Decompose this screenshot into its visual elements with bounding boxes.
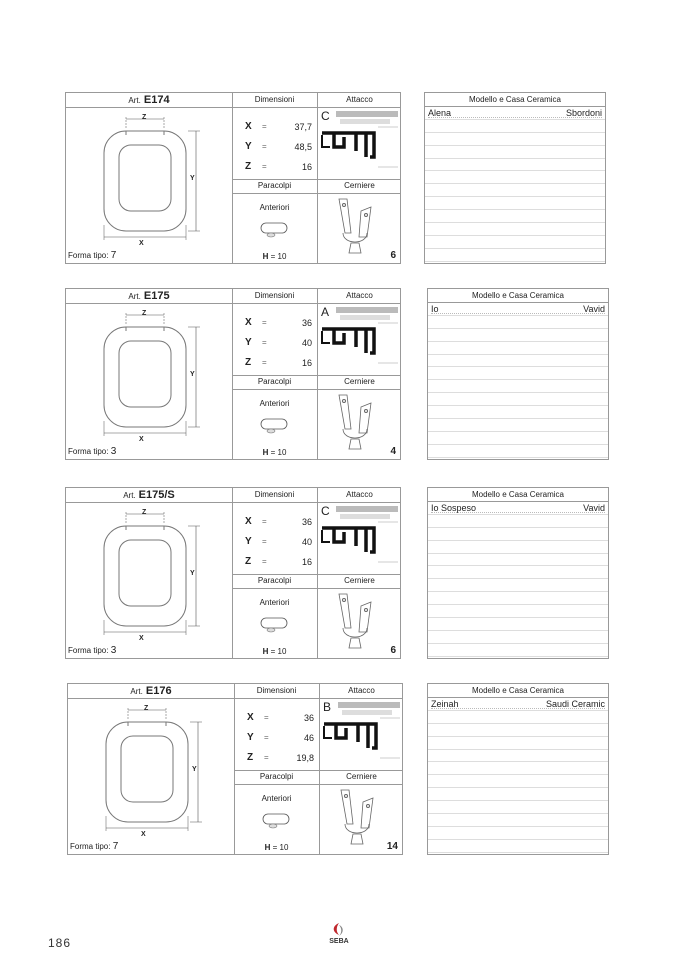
model-row-empty: [428, 445, 608, 458]
dim-x-label: X: [139, 635, 144, 642]
paracolpi-header: Paracolpi: [257, 377, 292, 386]
model-row: [428, 698, 608, 711]
dim-z-label: Z: [142, 509, 147, 516]
model-row-empty: [428, 432, 608, 445]
product-card: [65, 92, 401, 264]
article-code: Art. E175/S: [123, 489, 175, 501]
model-row-empty: [428, 579, 608, 592]
model-name: Io: [431, 304, 439, 314]
cerniere-number: 4: [390, 446, 396, 457]
dim-y-label: Y: [190, 371, 195, 378]
model-row-empty: [425, 120, 605, 133]
model-row-empty: [428, 393, 608, 406]
model-table: [427, 288, 609, 460]
model-row-empty: [428, 566, 608, 579]
cerniere-number: 6: [390, 645, 396, 656]
model-row-empty: [428, 605, 608, 618]
paracolpi-header: Paracolpi: [259, 772, 294, 781]
bumper-icon: [259, 219, 289, 239]
model-row-empty: [428, 592, 608, 605]
anteriori-label: Anteriori: [259, 399, 290, 408]
forma-tipo: Forma tipo: 7: [70, 841, 119, 852]
model-row: [428, 303, 608, 316]
seat-diagram: [66, 107, 232, 247]
model-row-empty: [428, 367, 608, 380]
model-header: Modello e Casa Ceramica: [428, 289, 608, 303]
dimensioni-header: Dimensioni: [254, 95, 295, 104]
bumper-icon: [259, 614, 289, 634]
dimensioni-header: Dimensioni: [254, 291, 295, 300]
model-row-empty: [428, 840, 608, 853]
model-row-empty: [428, 355, 608, 368]
model-row-empty: [425, 171, 605, 184]
dim-x: X = 36: [245, 516, 312, 527]
model-row-empty: [428, 711, 608, 724]
anteriori-label: Anteriori: [261, 794, 292, 803]
dim-y: Y = 40: [245, 337, 312, 348]
model-row-empty: [428, 737, 608, 750]
dim-y: Y = 46: [247, 732, 314, 743]
model-maker: Vavid: [583, 503, 605, 513]
model-header: Modello e Casa Ceramica: [428, 684, 608, 698]
model-row-empty: [428, 528, 608, 541]
model-row-empty: [428, 801, 608, 814]
forma-tipo: Forma tipo: 3: [68, 446, 117, 457]
attacco-header: Attacco: [346, 291, 373, 300]
bumper-icon: [259, 415, 289, 435]
forma-tipo: Forma tipo: 7: [68, 250, 117, 261]
model-row-empty: [428, 788, 608, 801]
attacco-type: A: [316, 303, 402, 373]
attacco-header: Attacco: [348, 686, 375, 695]
hinge: [317, 193, 401, 263]
seat-drawing: [66, 107, 232, 247]
bumper-icon: [261, 810, 291, 830]
dim-y-label: Y: [190, 175, 195, 182]
model-row-empty: [425, 210, 605, 223]
dim-x: X = 36: [247, 712, 314, 723]
anteriori-label: Anteriori: [259, 598, 290, 607]
article-code: Art. E174: [128, 94, 170, 106]
model-row-empty: [425, 159, 605, 172]
dim-z: Z = 19,8: [247, 752, 314, 763]
attacco-type: B: [318, 698, 404, 768]
model-row-empty: [428, 342, 608, 355]
brand-logo: [326, 922, 352, 948]
model-row-empty: [428, 814, 608, 827]
model-row-empty: [428, 724, 608, 737]
model-row-empty: [425, 223, 605, 236]
model-row-empty: [425, 236, 605, 249]
dim-z: Z = 16: [245, 161, 312, 172]
h-value: H = 10: [262, 448, 287, 457]
model-row: [425, 107, 605, 120]
seat-drawing: [66, 502, 232, 642]
model-row-empty: [428, 380, 608, 393]
model-table: [427, 487, 609, 659]
article-code: Art. E175: [128, 290, 170, 302]
model-row-empty: [425, 197, 605, 210]
model-row-empty: [428, 762, 608, 775]
model-row-empty: [428, 827, 608, 840]
h-value: H = 10: [262, 647, 287, 656]
dim-z-label: Z: [144, 705, 149, 712]
model-row-empty: [428, 329, 608, 342]
model-row-empty: [425, 133, 605, 146]
cerniere-header: Cerniere: [346, 772, 377, 781]
dim-x: X = 36: [245, 317, 312, 328]
paracolpi-header: Paracolpi: [257, 181, 292, 190]
model-row-empty: [428, 515, 608, 528]
dimensioni-header: Dimensioni: [254, 490, 295, 499]
hinge-drawing: [317, 588, 401, 658]
seat-drawing: [66, 303, 232, 443]
model-row: [428, 502, 608, 515]
attacco-header: Attacco: [346, 95, 373, 104]
cerniere-header: Cerniere: [344, 377, 375, 386]
bumper: [259, 219, 289, 244]
hinge: [317, 389, 401, 459]
attacco-type: C: [316, 107, 402, 177]
model-maker: Vavid: [583, 304, 605, 314]
forma-tipo: Forma tipo: 3: [68, 645, 117, 656]
product-card: [65, 288, 401, 460]
seat-diagram: [66, 303, 232, 443]
model-header: Modello e Casa Ceramica: [425, 93, 605, 107]
model-row-empty: [425, 146, 605, 159]
dim-x: X = 37,7: [245, 121, 312, 132]
dim-y: Y = 40: [245, 536, 312, 547]
product-card: [65, 487, 401, 659]
hinge-drawing: [317, 193, 401, 263]
model-maker: Saudi Ceramic: [545, 699, 605, 709]
hinge-drawing: [317, 389, 401, 459]
cerniere-header: Cerniere: [344, 181, 375, 190]
brand-name: SEBA: [329, 938, 349, 945]
model-row-empty: [428, 419, 608, 432]
seat-drawing: [68, 698, 234, 838]
model-row-empty: [428, 406, 608, 419]
seat-diagram: [68, 698, 234, 838]
h-value: H = 10: [262, 252, 287, 261]
dim-x-label: X: [141, 831, 146, 838]
dim-z: Z = 16: [245, 357, 312, 368]
model-row-empty: [428, 644, 608, 657]
attacco-header: Attacco: [346, 490, 373, 499]
dim-z: Z = 16: [245, 556, 312, 567]
page-number: 186: [48, 936, 72, 950]
bumper: [261, 810, 291, 835]
h-value: H = 10: [264, 843, 289, 852]
seat-diagram: [66, 502, 232, 642]
attacco-type: C: [316, 502, 402, 572]
dim-z-label: Z: [142, 310, 147, 317]
dimensioni-header: Dimensioni: [256, 686, 297, 695]
anteriori-label: Anteriori: [259, 203, 290, 212]
model-name: Alena: [428, 108, 452, 118]
hinge: [317, 588, 401, 658]
model-header: Modello e Casa Ceramica: [428, 488, 608, 502]
model-maker: Sbordoni: [565, 108, 602, 118]
model-row-empty: [428, 775, 608, 788]
dim-x-label: X: [139, 436, 144, 443]
bumper: [259, 415, 289, 440]
model-row-empty: [428, 541, 608, 554]
dim-x-label: X: [139, 240, 144, 247]
model-name: Io Sospeso: [431, 503, 477, 513]
model-row-empty: [428, 631, 608, 644]
model-table: [424, 92, 606, 264]
model-row-empty: [425, 249, 605, 262]
model-row-empty: [425, 184, 605, 197]
cerniere-number: 14: [386, 841, 398, 852]
dim-y-label: Y: [190, 570, 195, 577]
model-row-empty: [428, 316, 608, 329]
seba-logo-icon: [326, 922, 352, 938]
article-code: Art. E176: [130, 685, 172, 697]
model-table: [427, 683, 609, 855]
product-card: [67, 683, 403, 855]
dim-y: Y = 48,5: [245, 141, 312, 152]
model-row-empty: [428, 750, 608, 763]
model-name: Zeinah: [431, 699, 459, 709]
cerniere-header: Cerniere: [344, 576, 375, 585]
paracolpi-header: Paracolpi: [257, 576, 292, 585]
bumper: [259, 614, 289, 639]
dim-y-label: Y: [192, 766, 197, 773]
model-row-empty: [428, 554, 608, 567]
model-row-empty: [428, 618, 608, 631]
dim-z-label: Z: [142, 114, 147, 121]
cerniere-number: 6: [390, 250, 396, 261]
